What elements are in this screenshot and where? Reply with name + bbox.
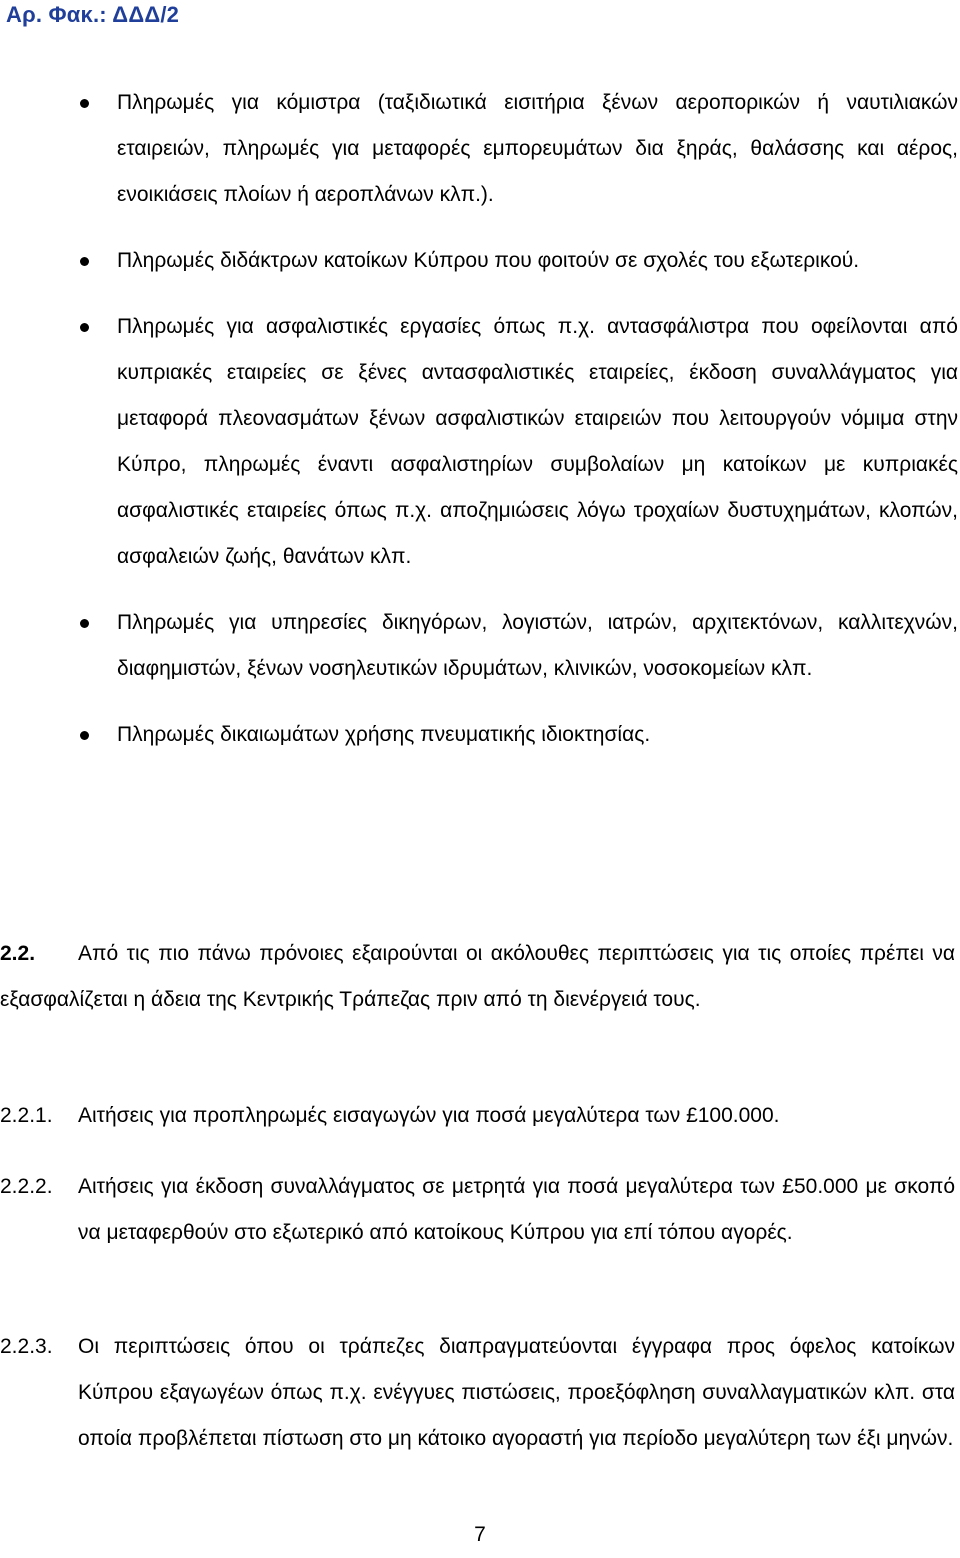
bullet-text: Πληρωμές για υπηρεσίες δικηγόρων, λογιστών, ιατρών, αρχιτεκτόνων, καλλιτεχνών, διαφημιστών, ξένων νοσηλευτικών ιδρυμάτων, κλινικών, νοσοκομείων κλπ.	[117, 611, 958, 680]
bullet-text: Πληρωμές δικαιωμάτων χρήσης πνευματικής ιδιοκτησίας.	[117, 723, 651, 746]
subsection-number: 2.2.2.	[0, 1175, 53, 1198]
bullet-icon	[80, 257, 89, 266]
subsection-text: Αιτήσεις για έκδοση συναλλάγματος σε μετρητά για ποσά μεγαλύτερα των £50.000 με σκοπό να μεταφερθούν στο εξωτερικό από κατοίκους Κύπρου για επί τόπου αγορές.	[78, 1175, 955, 1244]
bullet-icon	[80, 731, 89, 740]
subsection-text: Οι περιπτώσεις όπου οι τράπεζες διαπραγματεύονται έγγραφα προς όφελος κατοίκων Κύπρου εξαγωγέων όπως π.χ. ενέγγυες πιστώσεις, προεξόφληση συναλλαγματικών κλπ. στα οποία προβλέπεται πίστωση στο μη κάτοικο αγοραστή για περίοδο μεγαλύτερη των έξι μηνών.	[78, 1335, 955, 1450]
bullet-text: Πληρωμές για κόμιστρα (ταξιδιωτικά εισιτήρια ξένων αεροπορικών ή ναυτιλιακών εταιρειών, πληρωμές για μεταφορές εμπορευμάτων δια ξηράς, θαλάσσης και αέρος, ενοικιάσεις πλοίων ή αεροπλάνων κλπ.).	[117, 91, 958, 206]
file-reference-header: Αρ. Φακ.: ΔΔΔ/2	[6, 2, 180, 27]
bullet-text: Πληρωμές για ασφαλιστικές εργασίες όπως π.χ. αντασφάλιστρα που οφείλονται από κυπριακές εταιρείες σε ξένες αντασφαλιστικές εταιρείες, έκδοση συναλλάγματος για μεταφορά πλεονασμάτων ξένων ασφαλιστικών εταιρειών που λειτουργούν νόμιμα στην Κύπρο, πληρωμές έναντι ασφαλιστηρίων συμβολαίων μη κατοίκων με κυπριακές ασφαλιστικές εταιρείες όπως π.χ. αποζημιώσεις λόγω τροχαίων δυστυχημάτων, κλοπών, ασφαλειών ζωής, θανάτων κλπ.	[117, 315, 958, 568]
subsection-item	[0, 1324, 955, 1462]
bullet-item	[0, 304, 960, 580]
subsection-number: 2.2.3.	[0, 1335, 53, 1358]
subsection-number: 2.2.1.	[0, 1104, 53, 1127]
bullet-item	[0, 600, 960, 692]
section-number: 2.2.	[0, 942, 36, 965]
section-paragraph	[0, 931, 955, 1023]
bullet-item	[0, 712, 960, 758]
section-text: Από τις πιο πάνω πρόνοιες εξαιρούνται οι ακόλουθες περιπτώσεις για τις οποίες πρέπει να εξασφαλίζεται η άδεια της Κεντρικής Τράπεζας πριν από τη διενέργειά τους.	[0, 942, 955, 1011]
bullet-text: Πληρωμές διδάκτρων κατοίκων Κύπρου που φοιτούν σε σχολές του εξωτερικού.	[117, 249, 860, 272]
bullet-list	[0, 80, 960, 758]
bullet-icon	[80, 619, 89, 628]
bullet-icon	[80, 99, 89, 108]
bullet-item	[0, 80, 960, 218]
bullet-item	[0, 238, 960, 284]
subsection-item	[0, 1164, 955, 1256]
page-number: 7	[474, 1523, 486, 1546]
subsection-item	[0, 1093, 955, 1139]
bullet-icon	[80, 323, 89, 332]
subsection-text: Αιτήσεις για προπληρωμές εισαγωγών για ποσά μεγαλύτερα των £100.000.	[78, 1104, 780, 1127]
